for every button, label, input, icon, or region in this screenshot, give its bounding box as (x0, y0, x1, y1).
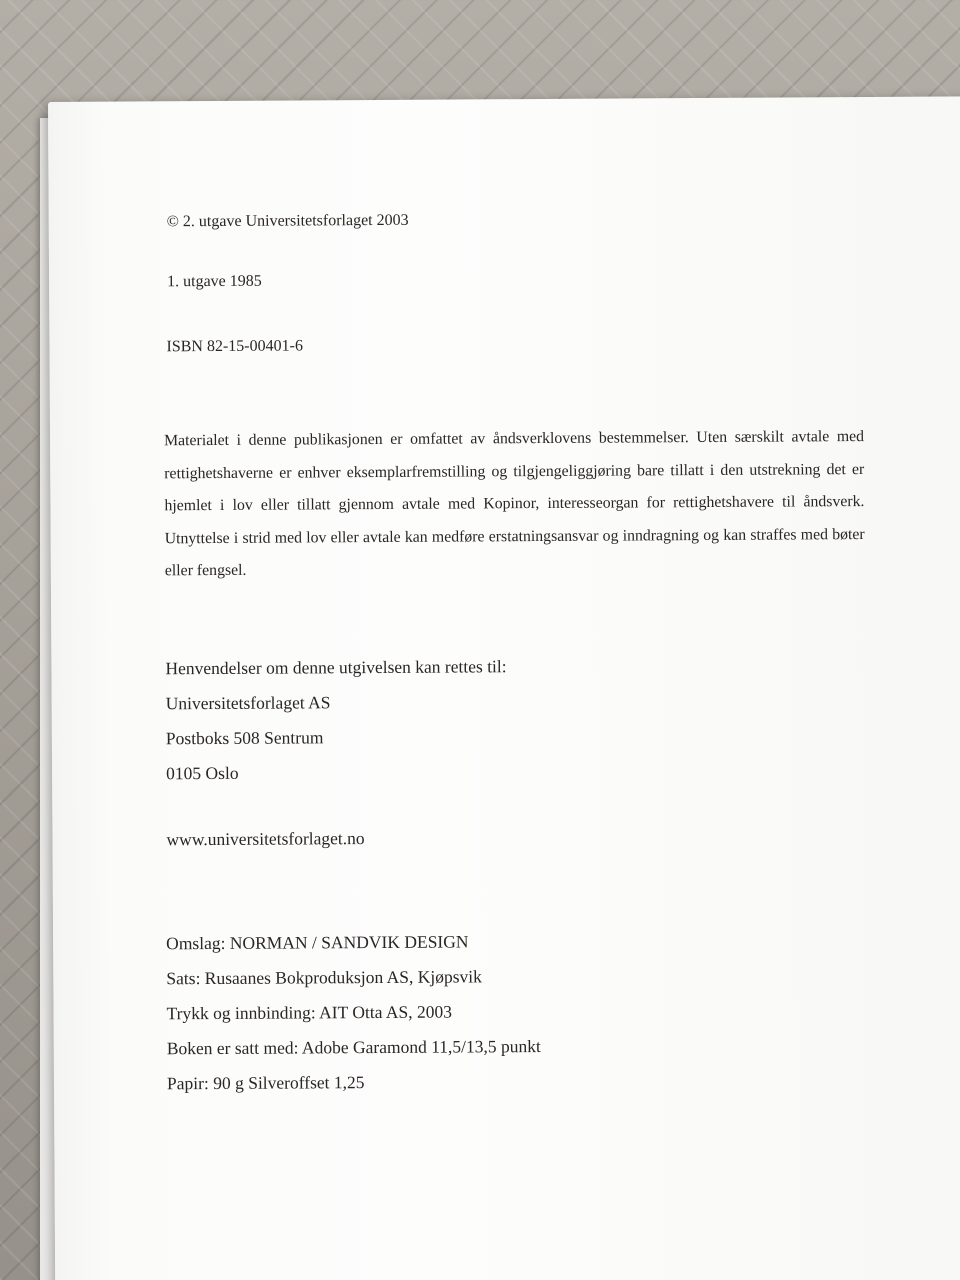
publisher-address: Postboks 508 Sentrum (165, 727, 324, 749)
copyright-line: © 2. utgave Universitetsforlaget 2003 (166, 211, 409, 231)
contact-intro: Henvendelser om denne utgivelsen kan rettes til: (165, 656, 507, 679)
cover-credit: Omslag: NORMAN / SANDVIK DESIGN (166, 931, 469, 954)
rights-notice-paragraph: Materialet i denne publikasjonen er omfattet av åndsverklovens bestemmelser. Uten særskilt avtale med rettighetshaverne er enhver eksemplarfremstilling og tilgjengeliggjøring bare tillatt i den utstrekning det er hjemlet i lov eller tillatt gjennom avtale med Kopinor, interesseorgan for rettighetshavere til åndsverk. Utnyttelse i strid med lov eller avtale kan medføre erstatningsansvar og inndragning og kan straffes med bøter eller fengsel. (164, 428, 865, 580)
book-page (48, 96, 960, 1280)
website-line: www.universitetsforlaget.no (166, 828, 365, 850)
publisher-name: Universitetsforlaget AS (165, 692, 331, 714)
isbn-line: ISBN 82-15-00401-6 (166, 337, 303, 356)
typeface-credit: Boken er satt med: Adobe Garamond 11,5/13,5 punkt (166, 1036, 541, 1059)
first-edition-line: 1. utgave 1985 (167, 272, 262, 291)
publisher-city: 0105 Oslo (166, 762, 239, 784)
paper-credit: Papir: 90 g Silveroffset 1,25 (166, 1072, 365, 1094)
printing-credit: Trykk og innbinding: AIT Otta AS, 2003 (166, 1001, 453, 1024)
typesetting-credit: Sats: Rusaanes Bokproduksjon AS, Kjøpsvik (166, 966, 482, 989)
